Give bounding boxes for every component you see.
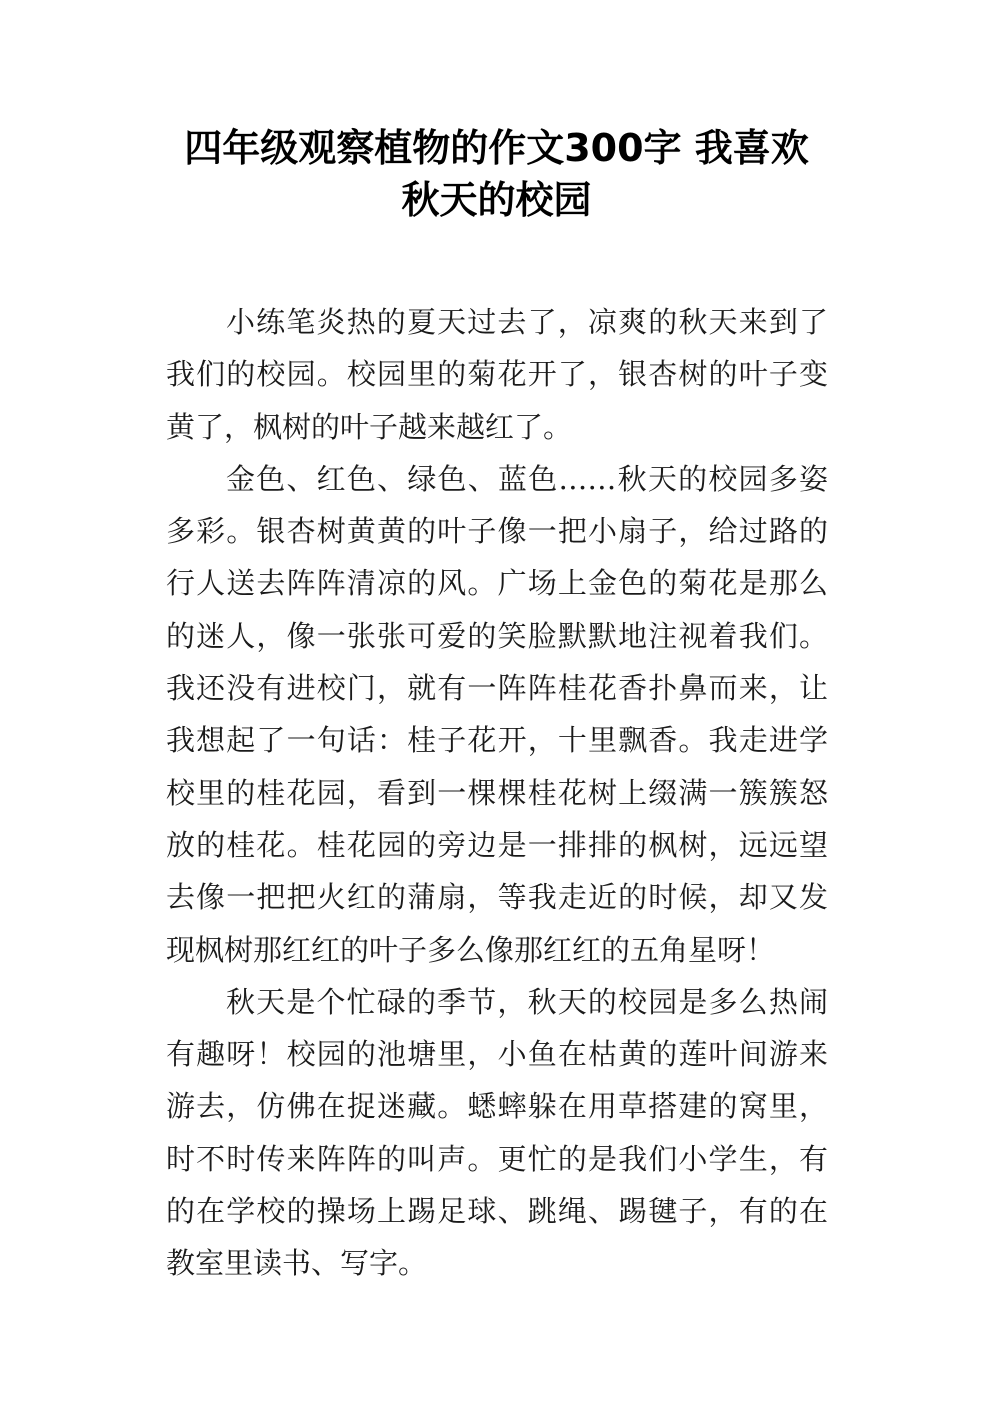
title-line: 四年级观察植物的作文300字 我喜欢 xyxy=(184,126,809,170)
text-line: 小练笔炎热的夏天过去了，凉爽的秋天来到了 xyxy=(226,305,828,339)
text-line: 校里的桂花园，看到一棵棵桂花树上缀满一簇簇怒 xyxy=(166,775,828,810)
document-body xyxy=(166,296,828,1290)
text-line: 的在学校的操场上踢足球、跳绳、踢毽子，有的在 xyxy=(166,1194,828,1229)
title-line: 秋天的校园 xyxy=(401,178,592,222)
text-line: 金色、红色、绿色、蓝色……秋天的校园多姿 xyxy=(226,461,828,496)
text-line: 放的桂花。桂花园的旁边是一排排的枫树，远远望 xyxy=(166,827,828,862)
text-line: 游去，仿佛在捉迷藏。蟋蟀躲在用草搭建的窝里， xyxy=(166,1089,828,1124)
text-line: 秋天是个忙碌的季节，秋天的校园是多么热闹 xyxy=(226,984,828,1019)
text-line: 多彩。银杏树黄黄的叶子像一把小扇子，给过路的 xyxy=(166,514,828,549)
paragraph-2 xyxy=(166,453,828,976)
text-line: 有趣呀！校园的池塘里，小鱼在枯黄的莲叶间游来 xyxy=(166,1037,828,1072)
text-line: 我们的校园。校园里的菊花开了，银杏树的叶子变 xyxy=(166,357,828,392)
text-line: 教室里读书、写字。 xyxy=(166,1246,428,1281)
text-line: 我还没有进校门，就有一阵阵桂花香扑鼻而来，让 xyxy=(166,671,828,706)
document-title xyxy=(150,122,843,226)
text-line: 现枫树那红红的叶子多么像那红红的五角星呀！ xyxy=(166,932,776,967)
text-line: 去像一把把火红的蒲扇，等我走近的时候，却又发 xyxy=(166,880,828,915)
text-line: 时不时传来阵阵的叫声。更忙的是我们小学生，有 xyxy=(166,1141,828,1176)
text-line: 黄了，枫树的叶子越来越红了。 xyxy=(166,409,573,444)
text-line: 行人送去阵阵清凉的风。广场上金色的菊花是那么 xyxy=(166,566,828,601)
paragraph-3 xyxy=(166,976,828,1290)
paragraph-1 xyxy=(166,296,828,453)
text-line: 我想起了一句话：桂子花开，十里飘香。我走进学 xyxy=(166,723,828,758)
text-line: 的迷人，像一张张可爱的笑脸默默地注视着我们。 xyxy=(166,618,828,653)
